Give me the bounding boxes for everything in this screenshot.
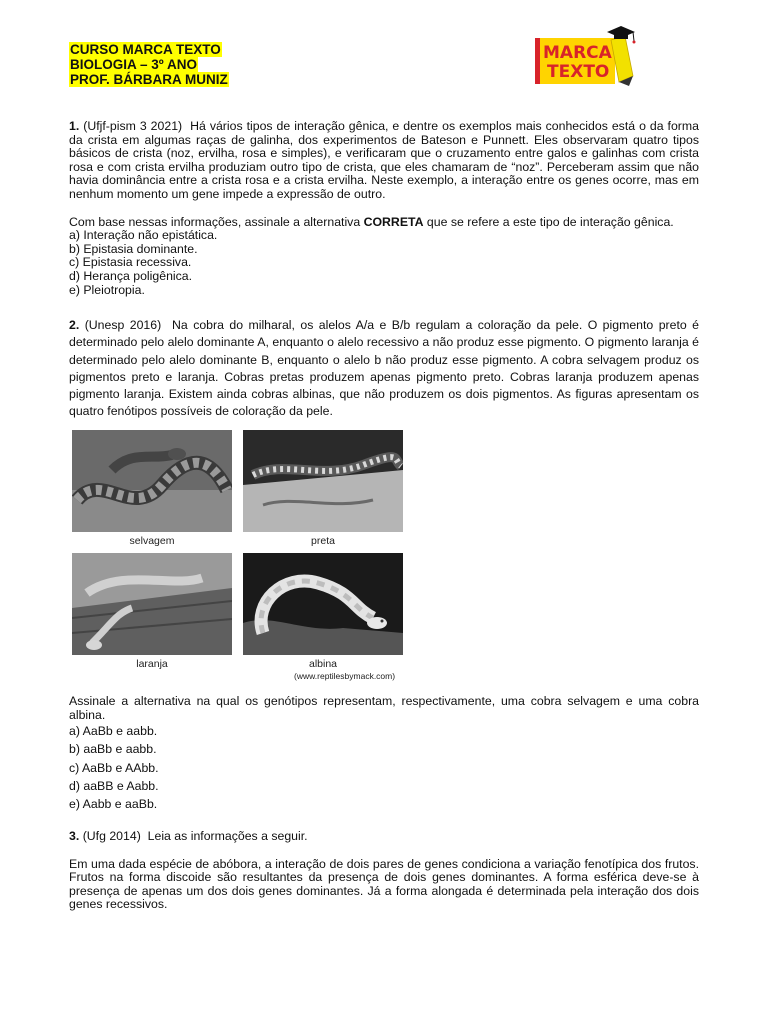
option-a[interactable]: a) AaBb e aabb.: [69, 724, 158, 739]
question-1: [69, 120, 699, 297]
question-1-options: [69, 229, 699, 297]
snake-photo-selvagem: [72, 430, 232, 532]
snake-photo-preta: [243, 430, 403, 532]
question-3: [69, 830, 699, 912]
caption-albina: albina: [308, 658, 338, 670]
question-3-intro: 3. (Ufg 2014) Leia as informações a seguir.: [69, 829, 308, 843]
header-line-course: CURSO MARCA TEXTO: [70, 42, 221, 57]
option-b[interactable]: b) aaBb e aabb.: [69, 742, 157, 757]
snake-photo-albina: [243, 553, 403, 655]
caption-laranja: laranja: [136, 658, 168, 670]
option-d[interactable]: d) Herança poligênica.: [69, 268, 193, 283]
logo-text-texto: TEXTO: [547, 62, 610, 82]
question-2: [69, 317, 699, 421]
option-e[interactable]: e) Pleiotropia.: [69, 282, 145, 297]
option-b[interactable]: b) Epistasia dominante.: [69, 241, 198, 256]
option-c[interactable]: c) Epistasia recessiva.: [69, 255, 192, 270]
question-2-options: [69, 722, 699, 813]
question-3-statement: Em uma dada espécie de abóbora, a interação de dois pares de genes condiciona a variação fenotípica dos frutos. Frutos na forma discoide são resultantes da presença de dois genes dominantes. A forma esférica deve-se à presença de apenas um dos dois genes dominantes. Já a forma alongada é determinada pela interação dos dois genes recessivos.: [69, 856, 699, 912]
option-e[interactable]: e) Aabb e aaBb.: [69, 797, 158, 812]
option-c[interactable]: c) AaBb e AAbb.: [69, 760, 159, 775]
marca-texto-logo: [533, 24, 637, 86]
question-2-answer-block: [69, 695, 699, 814]
snake-photo-laranja: [72, 553, 232, 655]
course-header: [69, 42, 229, 87]
question-1-prompt: Com base nessas informações, assinale a alternativa CORRETA que se refere a este tipo de interação gênica.: [69, 214, 674, 229]
question-1-statement: 1. (Ufjf-pism 3 2021) Há vários tipos de interação gênica, e dentre os exemplos mais conhecidos está o da forma da crista em algumas raças de galinha, dos experimentos de Bateson e Punnett. Eles observaram quatro tipos básicos de crista (noz, ervilha, rosa e simples), e verificaram que o cruzamento entre galos e galinhas com crista rosa e com crista ervilha produziam outro tipo de crista, que eles chamaram de “noz”. Perceberam assim que não havia dominância entre a crista rosa e a crista ervilha. Neste exemplo, a interação entre os genes ocorre, mas em nenhum momento um gene impede a expressão de outro.: [69, 119, 699, 201]
question-2-statement: 2. (Unesp 2016) Na cobra do milharal, os alelos A/a e B/b regulam a coloração da pele. O pigmento preto é determinado pelo alelo dominante A, enquanto o alelo recessivo a não produz esse pigmento. O pigmento laranja é determinado pelo alelo dominante B, enquanto o alelo b não produz esse pigmento. A cobra selvagem produz os pigmentos preto e laranja. Cobras pretas produzem apenas pigmento preto. Cobras laranja produzem apenas pigmento laranja. Existem ainda cobras albinas, que não produzem os dois pigmentos. As figuras apresentam os quatro fenótipos possíveis de coloração da pele.: [69, 318, 699, 419]
logo-text-marca: MARCA: [543, 43, 612, 63]
snake-phenotypes-figure: [72, 430, 404, 682]
caption-preta: preta: [311, 535, 335, 547]
header-line-teacher: PROF. BÁRBARA MUNIZ: [70, 72, 228, 87]
figure-credit: (www.reptilesbymack.com): [294, 671, 396, 681]
option-d[interactable]: d) aaBB e Aabb.: [69, 779, 159, 794]
question-2-prompt: Assinale a alternativa na qual os genótipos representam, respectivamente, uma cobra selvagem e uma cobra albina.: [69, 694, 699, 722]
header-line-subject: BIOLOGIA – 3º ANO: [70, 57, 197, 72]
caption-selvagem: selvagem: [129, 535, 175, 547]
option-a[interactable]: a) Interação não epistática.: [69, 228, 218, 243]
